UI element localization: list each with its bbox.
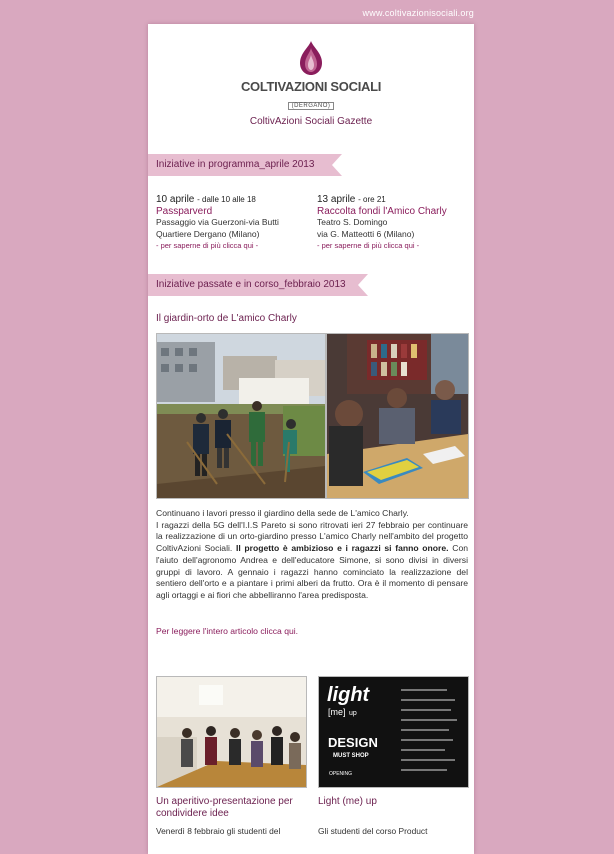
brand-sub: (DERGANO) [288, 102, 335, 110]
aperitivo-photo-image [157, 677, 306, 787]
garden-photo-image [157, 334, 325, 498]
event-location: Quartiere Dergano (Milano) [156, 228, 260, 239]
ribbon-upcoming: Iniziative in programma_aprile 2013 [148, 154, 332, 176]
card-2-title[interactable]: Light (me) up [318, 796, 377, 807]
poster-must-shop: MUST SHOP [333, 753, 369, 759]
event-address: Teatro S. Domingo [317, 217, 388, 227]
newsletter-page [148, 24, 474, 854]
ribbon-past: Iniziative passate e in corso_febbraio 2013 [148, 274, 358, 296]
poster-design: DESIGN [328, 735, 378, 750]
read-more-link[interactable]: Per leggere l'intero articolo clicca qui. [156, 626, 299, 636]
event-time: - dalle 10 alle 18 [197, 195, 256, 204]
event-name[interactable]: Passparverd [156, 205, 213, 217]
site-url[interactable]: www.coltivazionisociali.org [362, 8, 474, 18]
event-name[interactable]: Raccolta fondi l'Amico Charly [317, 205, 447, 217]
classroom-photo-image [327, 334, 468, 498]
event-2 [317, 194, 472, 252]
article-body [156, 508, 468, 602]
event-location: via G. Matteotti 6 (Milano) [317, 228, 415, 239]
event-address: Passaggio via Guerzoni-via Butti [156, 217, 279, 227]
event-time: - ore 21 [358, 195, 386, 204]
poster-image [319, 677, 468, 787]
article-paragraph-1: Continuano i lavori presso il giardino della sede de L'amico Charly. [156, 508, 409, 518]
classroom-photo [326, 333, 469, 499]
article-highlight: Il progetto è ambizioso e i ragazzi si fanno onore. [235, 543, 449, 554]
brand-name: COLTIVAZIONI SOCIALI [240, 79, 382, 94]
flame-logo-icon [298, 40, 324, 76]
article-title[interactable]: Il giardin-orto de L'amico Charly [156, 313, 297, 324]
poster-logo: light [327, 684, 370, 706]
light-me-up-poster[interactable] [318, 676, 469, 788]
event-more-link[interactable]: - per saperne di più clicca qui - [317, 241, 420, 250]
logo [148, 40, 474, 112]
poster-opening: OPENING [329, 771, 353, 777]
event-date: 13 aprile [317, 194, 356, 205]
card-2-teaser: Gli studenti del corso Product [318, 826, 428, 836]
card-1-title[interactable]: Un aperitivo-presentazione per condividere idee [156, 796, 293, 819]
poster-me: [me] [328, 707, 346, 717]
article-text: I ragazzi della 5G dell'I.I.S Pareto si sono ritrovati ieri 27 febbraio per continuare la realizzazione di un orto-giardino presso L'amico Charly nell'ambito del progetto ColtivAzioni Sociali. [156, 519, 468, 554]
event-date: 10 aprile [156, 194, 195, 205]
gazette-title: ColtivAzioni Sociali Gazette [249, 116, 373, 127]
event-more-link[interactable]: - per saperne di più clicca qui - [156, 241, 259, 250]
garden-photo [156, 333, 326, 499]
poster-up: up [349, 710, 357, 717]
article-paragraph-2 [156, 520, 468, 602]
card-1-teaser: Venerdì 8 febbraio gli studenti del [156, 826, 281, 836]
aperitivo-photo[interactable] [156, 676, 307, 788]
article-text: Con l'aiuto dell'agronomo Andrea e dell'educatore Simone, si sono divisi in diversi gruppi di lavoro. A gennaio i ragazzi hanno cominciato la realizzazione del sentiero dell'orto e a piantare i primi alberi da frutto. Ora è il momento di pensare agli ortaggi e ai fiori che abbelliranno l'area predisposta. [156, 543, 469, 600]
event-1 [156, 194, 311, 252]
